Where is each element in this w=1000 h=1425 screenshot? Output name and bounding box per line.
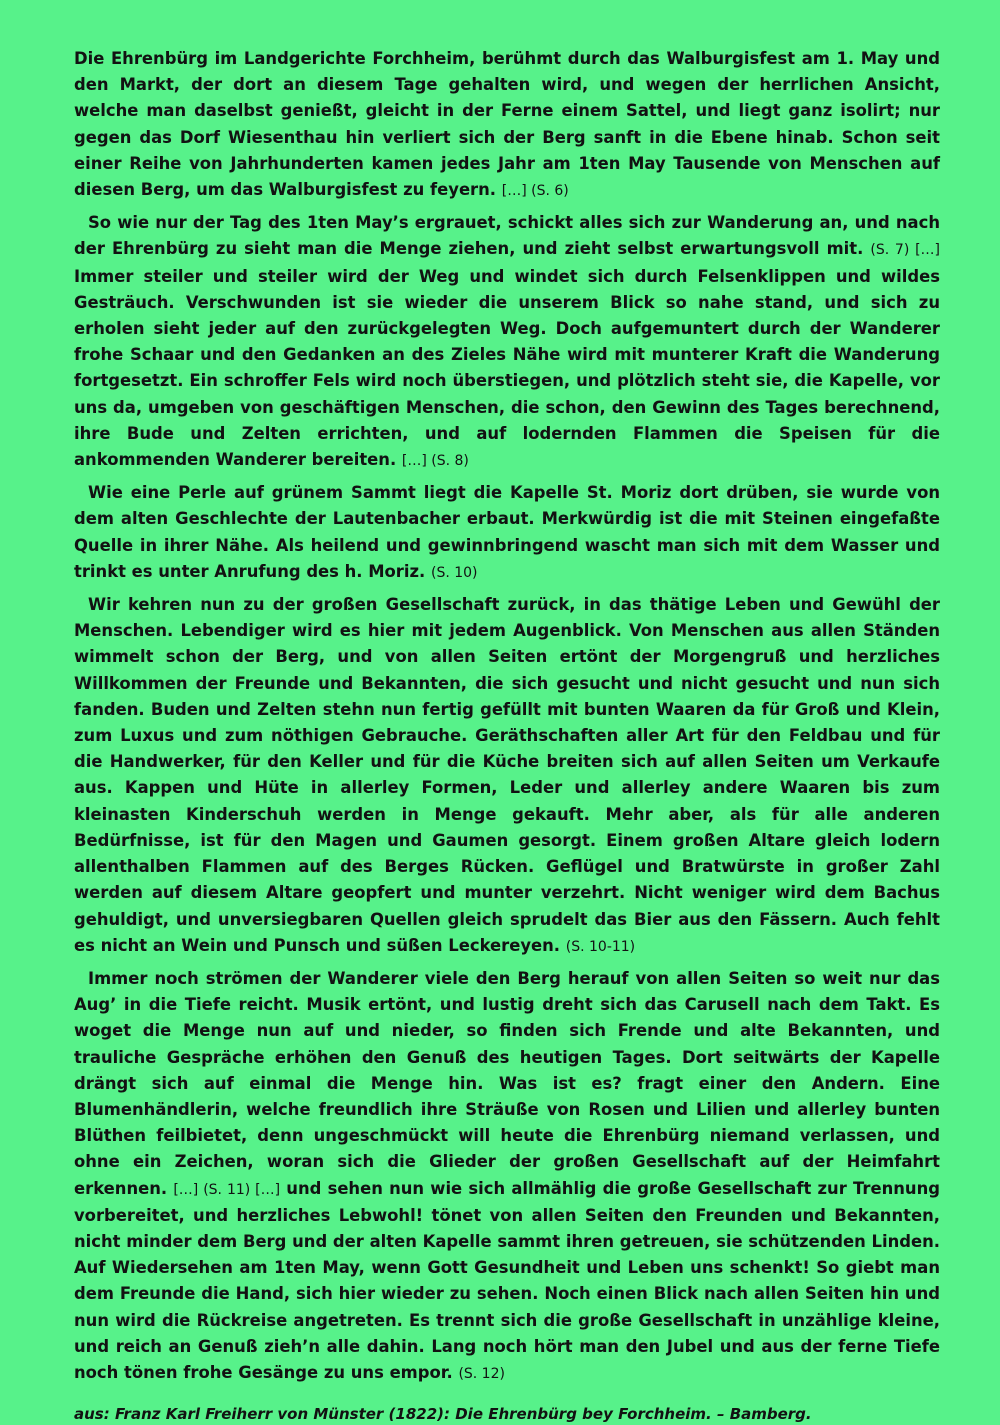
paragraph-text: Wir kehren nun zu der großen Gesellschaft zurück, in das thätige Leben und Gewühl der Menschen. Lebendiger wird es hier mit jedem Augenblick. Von Menschen aus allen Ständen wimmelt schon der Berg, und von allen Seiten ertönt der Morgengruß und herzliches Willkommen der Freunde und Bekannten, die sich gesucht und nicht gesucht und nun sich fanden. Buden und Zelten stehn nun fertig gefüllt mit bunten Waaren da für Groß und Klein, zum Luxus und zum nöthigen Gebrauche. Geräthschaften aller Art für den Feldbau und für die Handwerker, für den Keller und für die Küche breiten sich auf allen Seiten um Verkaufe aus. Kappen und Hüte in allerley Formen, Leder und allerley andere Waaren bis zum kleinasten Kinderschuh werden in Menge gekauft. Mehr aber, als für alle anderen Bedürfnisse, ist für den Magen und Gaumen gesorgt. Einem großen Altare gleich lodern allenthalben Flammen auf des Berges Rücken. Geflügel und Bratwürste in großer Zahl werden auf diesem Altare geopfert und munter verzehrt. Nicht weniger wird dem Bachus gehuldigt, und unversiegbaren Quellen gleich sprudelt das Bier aus den Fässern. Auch fehlt es nicht an Wein und Punsch und süßen Leckereyen. [74, 595, 940, 955]
paragraph [74, 592, 940, 960]
page-reference: (S. 10-11) [565, 938, 636, 955]
page-reference: […] (S. 11) […] [173, 1181, 281, 1198]
page-reference: […] (S. 6) [501, 183, 569, 200]
source-citation: aus: Franz Karl Freiherr von Münster (1822): Die Ehrenbürg bey Forchheim. – Bamberg. [74, 1405, 812, 1424]
paragraph-text: Immer steiler und steiler wird der Weg und windet sich durch Felsenklippen und wildes Gesträuch. Verschwunden ist sie wieder die unserem Blick so nahe stand, und sich zu erholen sieht jeder auf den zurückgelegten Weg. Doch aufgemuntert durch der Wanderer frohe Schaar und den Gedanken an des Zieles Nähe wird mit munterer Kraft die Wanderung fortgesetzt. Ein schroffer Fels wird noch überstiegen, und plötzlich steht sie, die Kapelle, vor uns da, umgeben von geschäftigen Menschen, die schon, den Gewinn des Tages berechnend, ihre Bude und Zelten errichten, und auf lodernden Flammen die Speisen für die ankommenden Wanderer bereiten. [74, 266, 940, 470]
paragraph-text: Die Ehrenbürg im Landgerichte Forchheim, berühmt durch das Walburgisfest am 1. May und den Markt, der dort an diesem Tage gehalten wird, und wegen der herrlichen Ansicht, welche man daselbst genießt, gleicht in der Ferne einem Sattel, und liegt ganz isolirt; nur gegen das Dorf Wiesenthau hin verliert sich der Berg sanft in die Ebene hinab. Schon seit einer Reihe von Jahrhunderten kamen jedes Jahr am 1ten May Tausende von Menschen auf diesen Berg, um das Walburgisfest zu feyern. [74, 49, 940, 200]
paragraph-text: Immer noch strömen der Wanderer viele den Berg herauf von allen Seiten so weit nur das Aug’ in die Tiefe reicht. Musik ertönt, und lustig dreht sich das Carusell nach dem Takt. Es woget die Menge nun auf und nieder, so finden sich Frende und alte Bekannten, und trauliche Gespräche erhöhen den Genuß des heutigen Tages. Dort seitwärts der Kapelle drängt sich auf einmal die Menge hin. Was ist es? fragt einer den Andern. Eine Blumenhändlerin, welche freundlich ihre Sträuße von Rosen und Lilien und allerley bunten Blüthen feilbietet, denn ungeschmückt will heute die Ehrenbürg niemand verlassen, und ohne ein Zeichen, woran sich die Glieder der großen Gesellschaft auf der Heimfahrt erkennen. [74, 968, 940, 1198]
page-reference: […] (S. 8) [401, 453, 469, 470]
page-reference: (S. 7) […] [870, 242, 940, 259]
paragraph [74, 46, 940, 204]
paragraph-text: und sehen nun wie sich allmählig die große Gesellschaft zur Trennung vorbereitet, und herzliches Lebwohl! tönet von allen Seiten den Freunden und Bekannten, nicht minder dem Berg und der alten Kapelle sammt ihren getreuen, sie schützenden Linden. Auf Wiedersehen am 1ten May, wenn Gott Gesundheit und Leben uns schenkt! So giebt man dem Freunde die Hand, sich hier wieder zu sehen. Noch einen Blick nach allen Seiten hin und nun wird die Rückreise angetreten. Es trennt sich die große Gesellschaft in unzählige kleine, und reich an Genuß zieh’n alle dahin. Lang noch hört man den Jubel und aus der ferne Tiefe noch tönen frohe Gesänge zu uns empor. [74, 1178, 940, 1382]
paragraph [74, 210, 940, 474]
page-reference: (S. 12) [458, 1365, 505, 1382]
document-body [74, 46, 940, 1387]
paragraph [74, 480, 940, 586]
paragraph-text: So wie nur der Tag des 1ten May’s ergrauet, schickt alles sich zur Wanderung an, und nach der Ehrenbürg zu sieht man die Menge ziehen, und zieht selbst erwartungsvoll mit. [74, 213, 940, 259]
paragraph-text: Wie eine Perle auf grünem Sammt liegt die Kapelle St. Moriz dort drüben, sie wurde von dem alten Geschlechte der Lautenbacher erbaut. Merkwürdig ist die mit Steinen eingefaßte Quelle in ihrer Nähe. Als heilend und gewinnbringend wascht man sich mit dem Wasser und trinkt es unter Anrufung des h. Moriz. [74, 483, 940, 581]
page-reference: (S. 10) [430, 564, 478, 581]
paragraph [74, 966, 940, 1387]
